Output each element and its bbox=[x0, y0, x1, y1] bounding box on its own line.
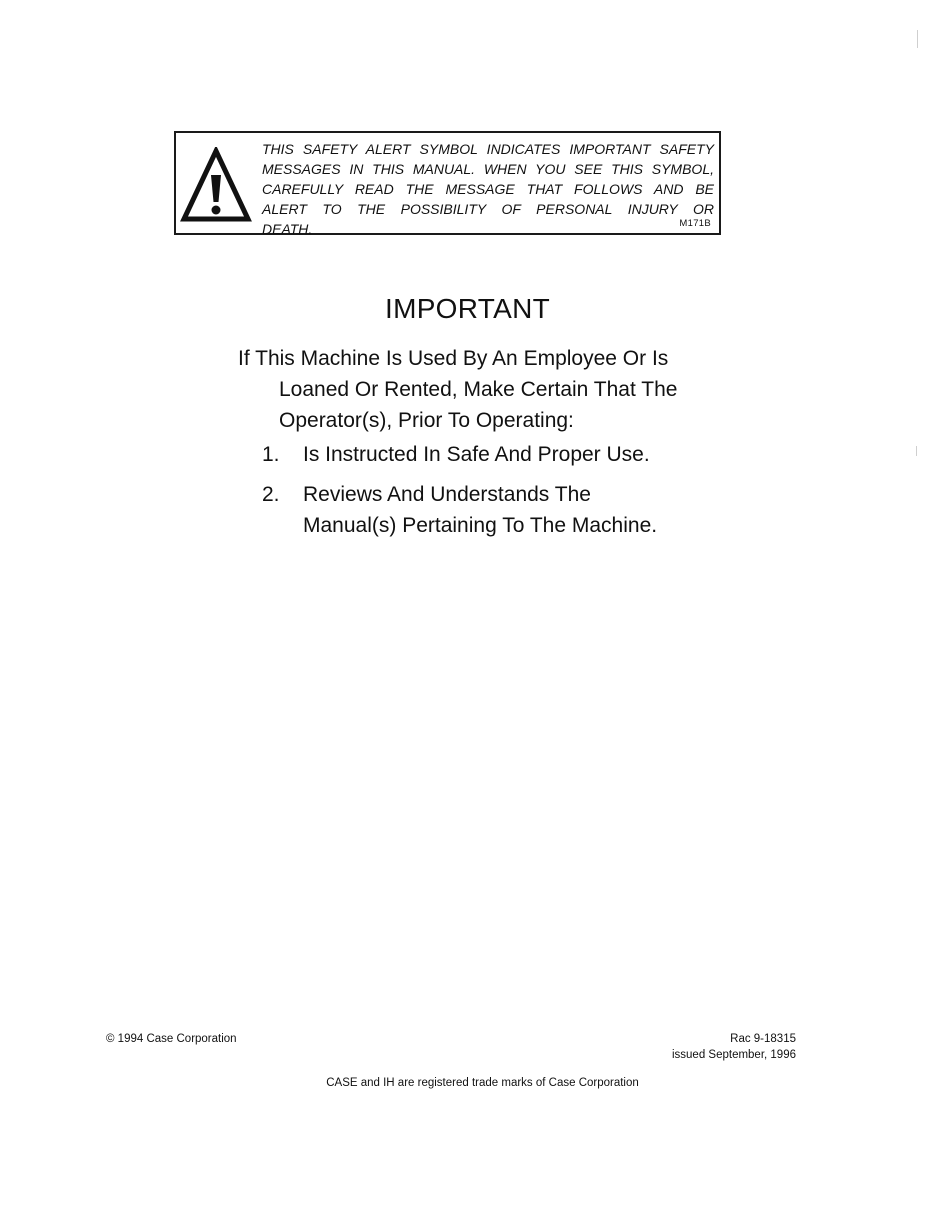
intro-line: Loaned Or Rented, Make Certain That The bbox=[279, 378, 678, 401]
list-item bbox=[262, 479, 657, 541]
copyright-notice: © 1994 Case Corporation bbox=[106, 1033, 237, 1045]
warning-triangle-icon bbox=[180, 147, 252, 223]
important-heading: IMPORTANT bbox=[385, 293, 550, 324]
safety-alert-line: ALERT TO THE POSSIBILITY OF PERSONAL INJURY OR bbox=[262, 201, 714, 217]
list-item-number: 2. bbox=[262, 483, 280, 506]
scan-edge-mark bbox=[917, 30, 918, 48]
list-item-text: Reviews And Understands The bbox=[303, 483, 591, 506]
safety-alert-line: CAREFULLY READ THE MESSAGE THAT FOLLOWS AND BE bbox=[262, 181, 714, 197]
document-number: Rac 9-18315 bbox=[730, 1033, 796, 1045]
list-item-text: Is Instructed In Safe And Proper Use. bbox=[303, 443, 650, 466]
list-item bbox=[262, 439, 650, 470]
trademark-notice: CASE and IH are registered trade marks of Case Corporation bbox=[326, 1077, 639, 1089]
intro-line: Operator(s), Prior To Operating: bbox=[279, 409, 574, 432]
list-item-text: Manual(s) Pertaining To The Machine. bbox=[303, 514, 658, 537]
issue-date: issued September, 1996 bbox=[671, 1049, 796, 1061]
list-item-number: 1. bbox=[262, 443, 280, 466]
safety-alert-line: DEATH. bbox=[262, 221, 313, 237]
important-intro bbox=[238, 343, 708, 436]
safety-alert-code: M171B bbox=[679, 218, 711, 229]
safety-alert-box bbox=[174, 131, 721, 235]
document-info bbox=[672, 1031, 796, 1063]
intro-line: If This Machine Is Used By An Employee Or Is bbox=[238, 347, 669, 370]
safety-alert-line: MESSAGES IN THIS MANUAL. WHEN YOU SEE THIS SYMBOL, bbox=[262, 161, 714, 177]
safety-alert-message bbox=[262, 139, 714, 239]
safety-alert-line: THIS SAFETY ALERT SYMBOL INDICATES IMPORTANT SAFETY bbox=[262, 141, 714, 157]
scan-edge-mark bbox=[916, 446, 917, 456]
